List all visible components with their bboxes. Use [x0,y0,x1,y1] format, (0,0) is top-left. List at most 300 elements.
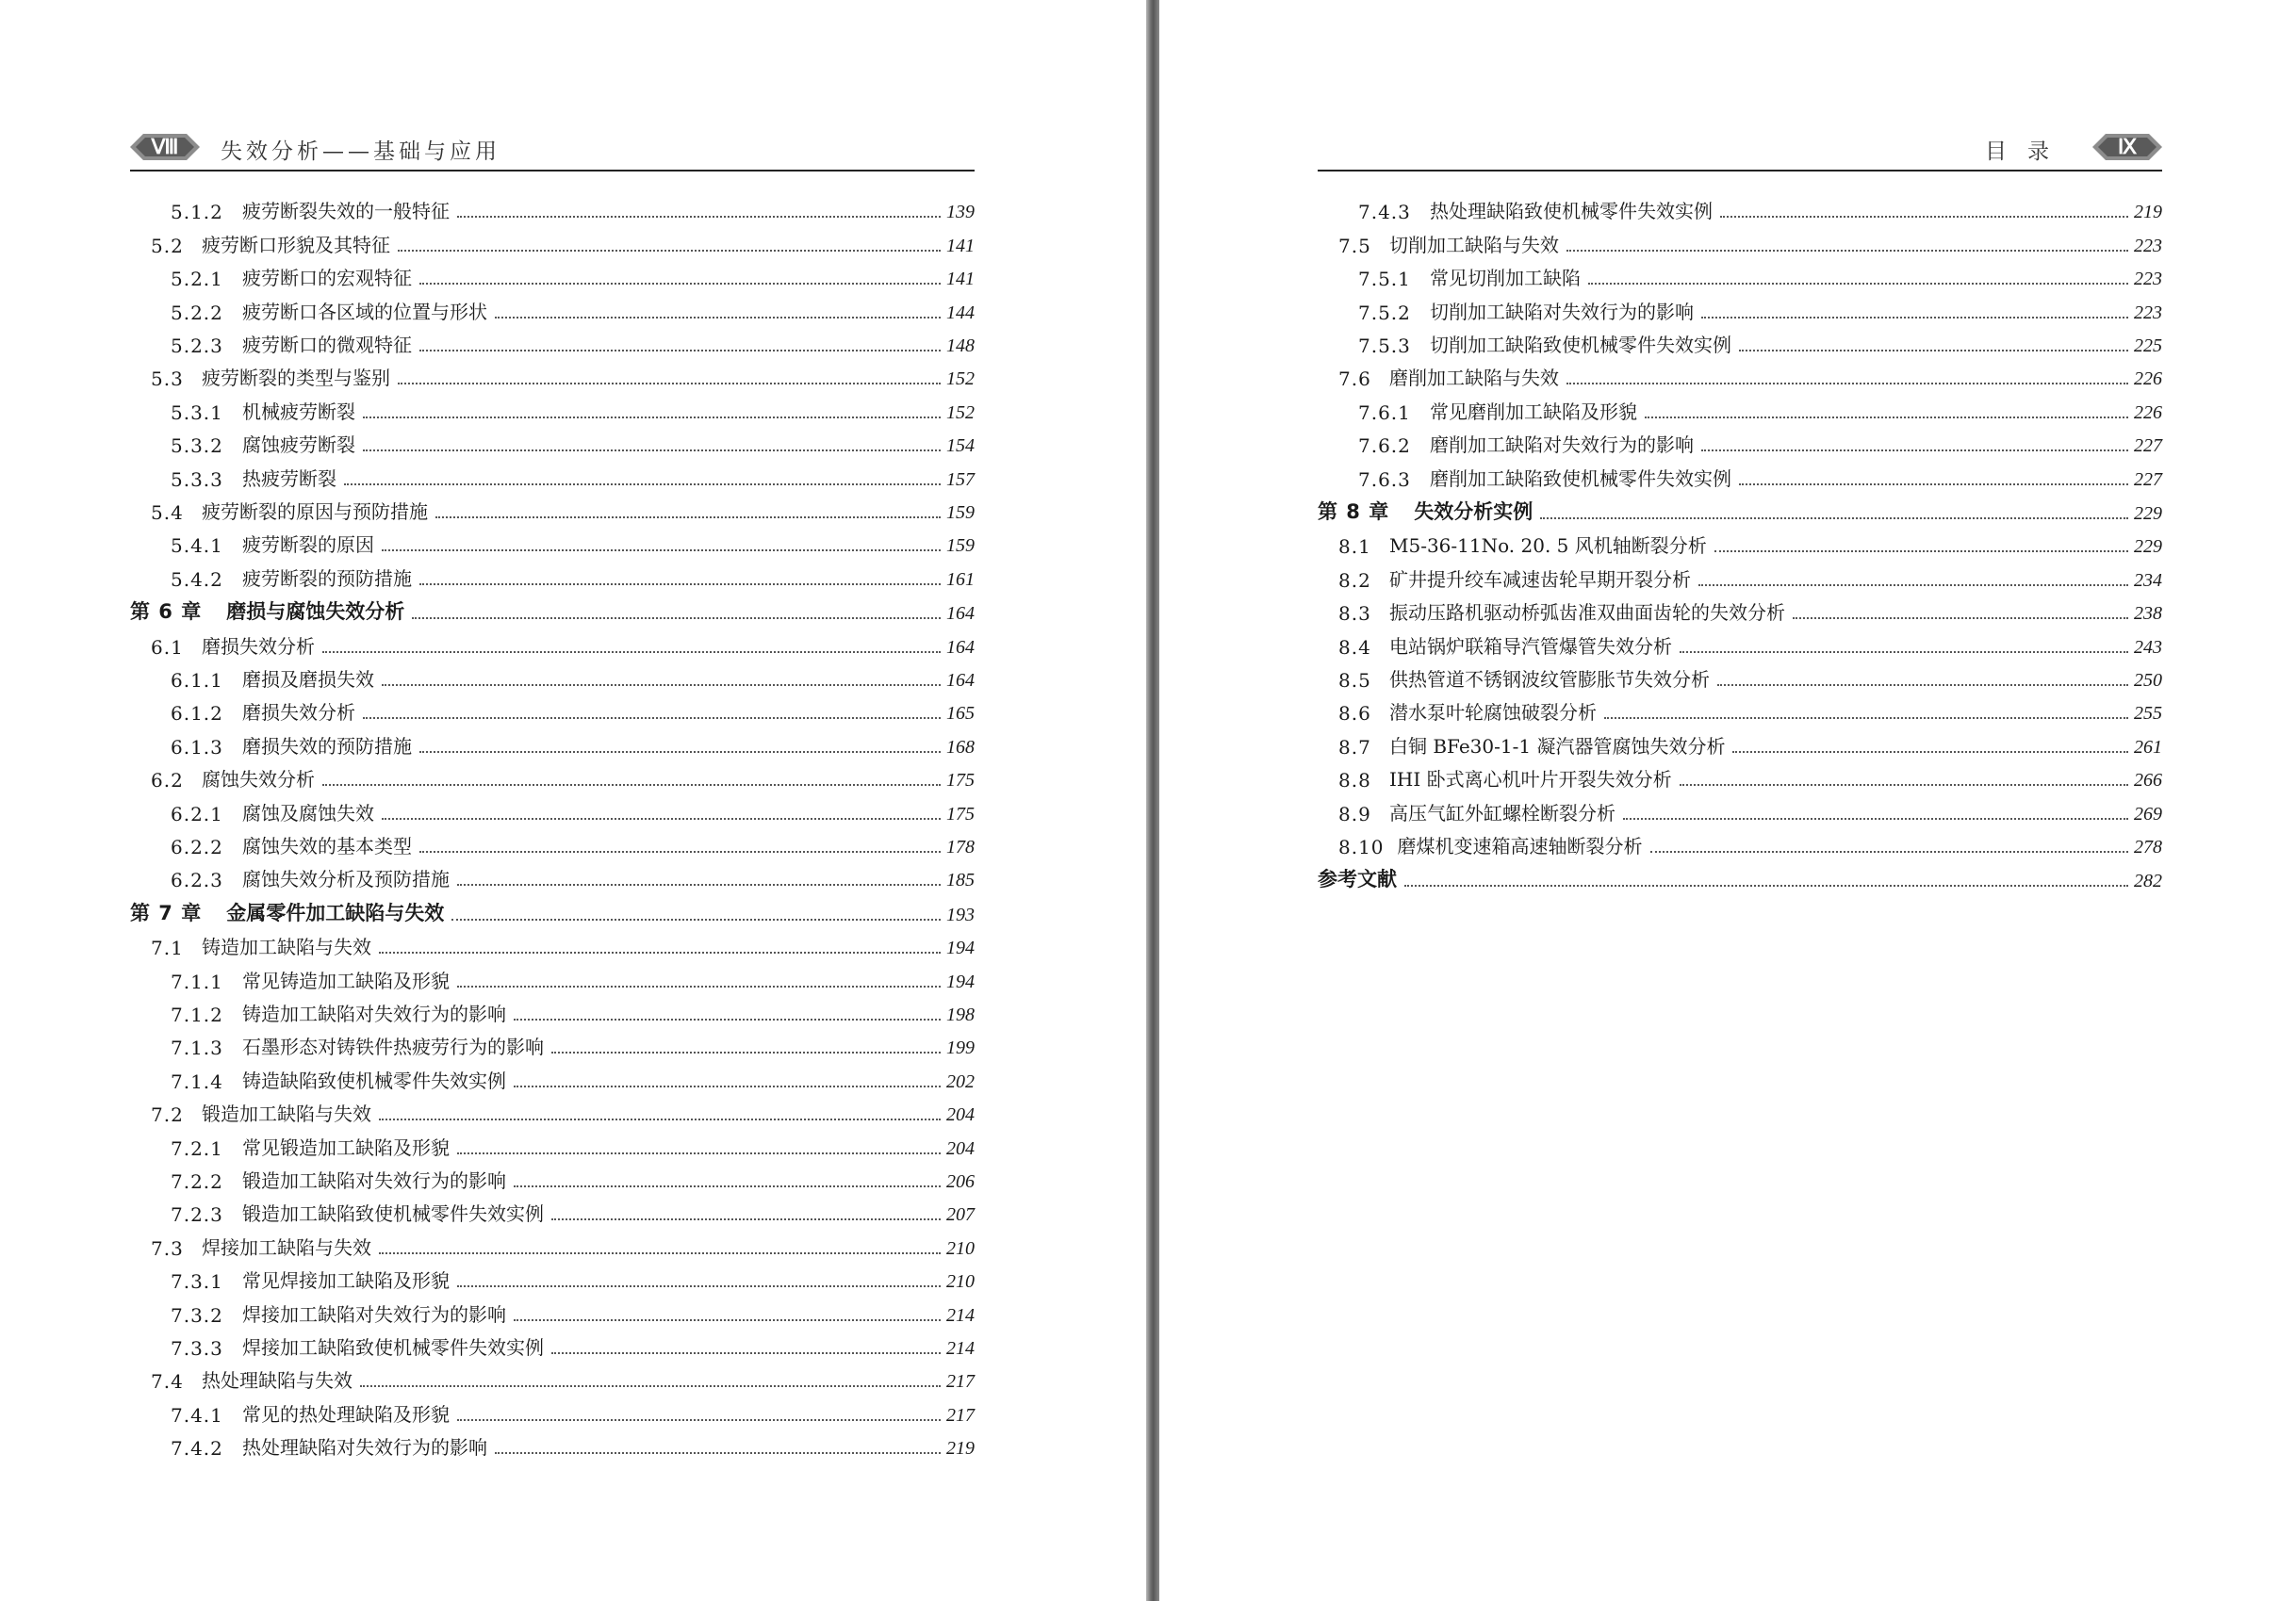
dot-leader [457,1284,941,1287]
toc-entry-number: 7.2.3 [171,1203,223,1227]
toc-page-number: 159 [946,501,975,523]
toc-page-number: 152 [946,401,975,423]
toc-entry-number: 7.5.2 [1358,301,1411,324]
toc-entry-number: 6.2.3 [171,869,223,892]
dot-leader [379,1118,941,1120]
toc-entry[interactable] [130,1293,975,1326]
dot-leader [398,249,941,252]
toc-entry-number: 7.3.1 [171,1270,223,1294]
toc-entry-title: 热处理缺陷与失效 [202,1369,353,1393]
toc-entry[interactable] [130,858,975,891]
dot-leader [419,349,941,351]
toc-entry-title: 铸造缺陷致使机械零件失效实例 [242,1069,506,1092]
toc-entry-number: 7.5 [1338,234,1371,257]
toc-page-number: 229 [2134,503,2162,525]
dot-leader [457,985,941,988]
toc-page-number: 164 [946,636,975,658]
toc-entry[interactable] [130,725,975,758]
toc-entry[interactable] [130,1160,975,1193]
toc-entry-number: 7.3.3 [171,1336,223,1360]
toc-entry[interactable] [130,1260,975,1293]
toc-entry-title: 磨损及磨损失效 [242,667,374,691]
toc-page-number: 144 [946,302,975,323]
dot-leader [1680,783,2128,786]
toc-page-number: 199 [946,1037,975,1059]
toc-entry[interactable] [1318,759,2162,792]
dot-leader [1698,583,2128,586]
toc-entry[interactable] [130,825,975,858]
dot-leader [1604,716,2128,719]
dot-leader [1623,817,2128,820]
toc-entry-number: 8.3 [1338,602,1371,626]
toc-entry[interactable] [1318,558,2162,591]
toc-entry[interactable] [130,1427,975,1460]
toc-entry-title: 石墨形态对铸铁件热疲劳行为的影响 [242,1036,544,1059]
toc-entry[interactable] [1318,659,2162,692]
dot-leader [363,716,941,719]
dot-leader [419,282,941,285]
toc-entry[interactable] [130,1026,975,1059]
toc-page-number: 175 [946,803,975,825]
toc-entry[interactable] [130,1093,975,1126]
toc-entry-number: 5.3.1 [171,400,223,424]
toc-entry-title: 高压气缸外缸螺栓断裂分析 [1389,801,1615,825]
toc-page-number: 214 [946,1304,975,1326]
toc-entry[interactable] [130,257,975,290]
toc-entry[interactable] [1318,592,2162,625]
toc-page-number: 148 [946,335,975,356]
toc-entry-title: 铸造加工缺陷对失效行为的影响 [242,1002,506,1025]
toc-entry-title: 失效分析实例 [1414,500,1533,524]
toc-page-number: 139 [946,202,975,223]
toc-entry[interactable] [130,290,975,323]
toc-entry[interactable] [130,1226,975,1259]
toc-entry-title: 腐蚀失效分析及预防措施 [242,868,450,891]
toc-entry[interactable] [130,692,975,725]
toc-page-number: 141 [946,269,975,290]
toc-entry-title: 常见焊接加工缺陷及形貌 [242,1269,450,1293]
dot-leader [363,449,941,451]
toc-entry-title: 磨损失效的预防措施 [242,734,412,758]
toc-entry-number: 第 8 章 [1318,500,1390,524]
toc-entry[interactable] [1318,324,2162,357]
dot-leader [379,951,941,954]
dot-leader [344,482,941,485]
toc-page-number: 204 [946,1137,975,1159]
toc-page-number: 185 [946,870,975,891]
dot-leader [419,582,941,585]
dot-leader [1645,416,2128,418]
toc-entry-number: 7.4.1 [171,1403,223,1427]
toc-entry-number: 6.2 [151,769,184,792]
toc-entry[interactable] [130,190,975,223]
dot-leader [382,817,941,820]
toc-entry-title: 磨削加工缺陷致使机械零件失效实例 [1430,466,1731,490]
toc-entry[interactable] [1318,290,2162,323]
toc-chapter-entry[interactable] [1318,858,2162,893]
running-title: 目录 [1985,139,2070,164]
toc-entry-number: 7.2.2 [171,1169,223,1193]
dot-leader [514,1184,941,1187]
toc-entry-number: 7.1 [151,937,184,960]
page-number: Ⅷ [151,135,179,158]
toc-page-number: 217 [946,1371,975,1393]
toc-entry-title: 疲劳断口的宏观特征 [242,267,412,290]
toc-entry-title: 磨煤机变速箱高速轴断裂分析 [1397,834,1643,858]
toc-entry[interactable] [1318,825,2162,858]
toc-page-number: 219 [946,1438,975,1460]
right-page [1159,0,2296,1601]
toc-entry[interactable] [130,959,975,992]
toc-entry-number: 7.5.1 [1358,268,1411,291]
toc-entry-number: 8.10 [1338,835,1385,858]
page-header [130,130,975,172]
toc-entry[interactable] [1318,792,2162,825]
toc-entry[interactable] [1318,257,2162,290]
toc-entry-number: 5.4 [151,500,184,524]
toc-entry[interactable] [130,524,975,557]
toc-entry-title: 疲劳断裂的类型与鉴别 [202,367,390,390]
toc-entry-title: 疲劳断口各区域的位置与形状 [242,300,487,323]
toc-entry-title: 机械疲劳断裂 [242,400,355,423]
toc-page-number: 227 [2134,468,2162,490]
toc-entry-number: 7.2 [151,1103,184,1127]
toc-entry-title: 常见切削加工缺陷 [1430,267,1581,290]
dot-leader [412,616,941,619]
toc-entry[interactable] [130,625,975,658]
running-title: 失效分析——基础与应用 [221,139,500,164]
toc-page-number: 223 [2134,235,2162,256]
dot-leader [451,918,941,921]
dot-leader [1540,516,2128,519]
toc-entry-title: 疲劳断裂的原因与预防措施 [202,499,428,523]
dot-leader [1739,349,2128,351]
dot-leader [457,1152,941,1154]
toc-entry[interactable] [1318,223,2162,256]
toc-entry-number: 第 6 章 [130,600,203,624]
toc-entry-number: 8.8 [1338,769,1371,792]
toc-page-number: 278 [2134,836,2162,858]
toc-entry-number: 7.1.2 [171,1003,223,1026]
toc-entry-title: 腐蚀及腐蚀失效 [242,801,374,825]
toc-page-number: 157 [946,468,975,490]
toc-entry-number: 8.4 [1338,635,1371,659]
toc-entry-number: 7.6.3 [1358,467,1411,491]
toc-entry-title: 供热管道不锈钢波纹管膨胀节失效分析 [1389,667,1710,691]
toc-page-number: 161 [946,568,975,590]
toc-entry-number: 7.3 [151,1236,184,1260]
toc-entry-title: M5-36-11No. 20. 5 风机轴断裂分析 [1389,534,1707,558]
dot-leader [1650,850,2128,853]
toc-page-number: 269 [2134,803,2162,825]
toc-page-number: 168 [946,736,975,758]
left-page [0,0,1146,1601]
toc-entry[interactable] [1318,190,2162,223]
dot-leader [322,650,941,653]
dot-leader [457,215,941,218]
page-gutter [1146,0,1159,1601]
toc-entry-number: 7.6.1 [1358,400,1411,424]
toc-entry[interactable] [130,659,975,692]
dot-leader [457,1418,941,1421]
toc-page-number: 193 [946,904,975,925]
dot-leader [1720,215,2128,218]
toc-entry[interactable] [1318,424,2162,457]
toc-entry-number: 7.5.3 [1358,334,1411,357]
toc-entry-number: 8.5 [1338,668,1371,692]
dot-leader [379,1251,941,1254]
dot-leader [322,783,941,786]
toc-entry-number: 5.2 [151,234,184,257]
toc-entry-title: 锻造加工缺陷致使机械零件失效实例 [242,1202,544,1226]
toc-entry-title: 热处理缺陷对失效行为的影响 [242,1436,487,1460]
toc-entry-title: 疲劳断裂的原因 [242,533,374,557]
toc-page-number: 154 [946,435,975,457]
toc-entry-number: 7.1.1 [171,970,223,993]
toc-entry-title: 热疲劳断裂 [242,466,336,490]
toc-entry-title: 焊接加工缺陷致使机械零件失效实例 [242,1335,544,1359]
toc-entry-number: 6.2.2 [171,835,223,858]
toc-page-number: 202 [946,1070,975,1092]
toc-page-number: 206 [946,1170,975,1192]
dot-leader [419,750,941,753]
table-of-contents [1318,190,2162,892]
toc-entry-title: 磨削加工缺陷与失效 [1389,367,1559,390]
toc-entry[interactable] [130,1360,975,1393]
toc-page-number: 266 [2134,770,2162,792]
toc-entry-title: 磨损失效分析 [242,701,355,725]
toc-entry-title: 白铜 BFe30-1-1 凝汽器管腐蚀失效分析 [1389,734,1726,758]
toc-entry-title: 参考文献 [1318,868,1397,891]
page-number-badge [130,132,200,162]
toc-entry-title: 电站锅炉联箱导汽管爆管失效分析 [1389,634,1672,658]
toc-entry-number: 7.1.4 [171,1070,223,1093]
dot-leader [419,850,941,853]
dot-leader [1404,884,2128,887]
toc-page-number: 207 [946,1204,975,1226]
toc-entry[interactable] [1318,457,2162,490]
toc-page-number: 282 [2134,871,2162,892]
toc-entry-title: 焊接加工缺陷与失效 [202,1235,371,1259]
toc-page-number: 226 [2134,368,2162,390]
toc-chapter-entry[interactable] [130,891,975,926]
toc-page-number: 255 [2134,703,2162,725]
dot-leader [363,416,941,418]
toc-entry-number: 8.7 [1338,735,1371,759]
dot-leader [1588,282,2128,285]
toc-entry-number: 7.6 [1338,368,1371,391]
toc-page-number: 227 [2134,435,2162,457]
toc-page-number: 178 [946,836,975,858]
toc-entry-title: 切削加工缺陷致使机械零件失效实例 [1430,333,1731,356]
toc-page-number: 243 [2134,636,2162,658]
toc-entry-title: 矿井提升绞车减速齿轮早期开裂分析 [1389,567,1691,591]
toc-entry-number: 5.2.3 [171,334,223,357]
dot-leader [495,1451,941,1454]
toc-entry-title: 磨削加工缺陷对失效行为的影响 [1430,433,1694,457]
toc-entry-title: IHI 卧式离心机叶片开裂失效分析 [1389,768,1672,792]
toc-entry[interactable] [1318,525,2162,558]
toc-chapter-entry[interactable] [1318,491,2162,526]
page-header [1318,130,2162,172]
toc-entry[interactable] [130,557,975,590]
toc-entry-number: 5.4.2 [171,567,223,591]
toc-entry-number: 6.2.1 [171,802,223,825]
toc-entry[interactable] [130,926,975,959]
page-number-badge [2092,132,2162,162]
dot-leader [514,1085,941,1087]
dot-leader [1793,616,2128,619]
dot-leader [382,683,941,686]
toc-entry-number: 8.1 [1338,535,1371,559]
toc-entry[interactable] [1318,625,2162,658]
toc-entry[interactable] [1318,692,2162,725]
toc-entry[interactable] [130,457,975,490]
toc-entry-number: 7.4.3 [1358,201,1411,224]
toc-page-number: 164 [946,603,975,625]
toc-entry[interactable] [130,1393,975,1426]
toc-entry-number: 7.6.2 [1358,434,1411,458]
toc-entry-number: 5.4.1 [171,534,223,558]
toc-page-number: 223 [2134,302,2162,323]
toc-entry-number: 5.2.2 [171,301,223,324]
toc-entry-number: 7.3.2 [171,1303,223,1327]
toc-entry-number: 5.3.3 [171,467,223,491]
toc-entry-title: 腐蚀疲劳断裂 [242,433,355,457]
toc-entry-number: 5.2.1 [171,268,223,291]
toc-entry-title: 切削加工缺陷对失效行为的影响 [1430,300,1694,323]
toc-entry-title: 锻造加工缺陷与失效 [202,1103,371,1126]
toc-entry-number: 6.1.1 [171,668,223,692]
dot-leader [1739,482,2128,485]
toc-entry[interactable] [130,324,975,357]
toc-entry-title: 疲劳断口的微观特征 [242,333,412,356]
toc-entry-title: 腐蚀失效的基本类型 [242,834,412,858]
toc-page-number: 225 [2134,335,2162,356]
dot-leader [360,1384,941,1387]
dot-leader [514,1318,941,1321]
dot-leader [1732,750,2128,753]
toc-page-number: 226 [2134,401,2162,423]
toc-page-number: 261 [2134,736,2162,758]
dot-leader [1714,549,2128,552]
dot-leader [435,515,941,518]
toc-entry-title: 锻造加工缺陷对失效行为的影响 [242,1168,506,1192]
dot-leader [1566,249,2128,252]
toc-page-number: 175 [946,770,975,792]
toc-entry-title: 振动压路机驱动桥弧齿准双曲面齿轮的失效分析 [1389,601,1785,625]
toc-entry-number: 5.3 [151,368,184,391]
toc-page-number: 234 [2134,569,2162,591]
toc-entry-title: 焊接加工缺陷对失效行为的影响 [242,1302,506,1326]
table-of-contents [130,190,975,1460]
toc-page-number: 152 [946,368,975,390]
dot-leader [1680,650,2128,653]
dot-leader [551,1217,941,1220]
toc-entry-title: 金属零件加工缺陷与失效 [226,901,445,924]
toc-page-number: 250 [2134,669,2162,691]
toc-entry-number: 6.1 [151,635,184,659]
toc-entry[interactable] [130,993,975,1026]
toc-entry-title: 常见锻造加工缺陷及形貌 [242,1135,450,1159]
toc-entry-title: 疲劳断裂失效的一般特征 [242,200,450,223]
toc-entry[interactable] [1318,725,2162,758]
dot-leader [398,382,941,384]
toc-entry-title: 热处理缺陷致使机械零件失效实例 [1430,200,1713,223]
toc-entry[interactable] [130,1059,975,1092]
toc-page-number: 141 [946,235,975,256]
toc-entry[interactable] [130,390,975,423]
toc-entry-title: 疲劳断裂的预防措施 [242,566,412,590]
toc-entry-title: 常见磨削加工缺陷及形貌 [1430,400,1637,423]
dot-leader [382,548,941,551]
toc-entry[interactable] [130,491,975,524]
toc-entry[interactable] [1318,357,2162,390]
toc-page-number: 194 [946,938,975,959]
dot-leader [1701,316,2128,319]
toc-entry[interactable] [130,357,975,390]
toc-page-number: 219 [2134,202,2162,223]
dot-leader [457,883,941,886]
toc-page-number: 229 [2134,536,2162,558]
toc-entry[interactable] [130,223,975,256]
toc-entry-title: 疲劳断口形貌及其特征 [202,233,390,256]
toc-entry-number: 6.1.3 [171,735,223,759]
toc-entry[interactable] [130,759,975,792]
toc-entry-number: 8.2 [1338,568,1371,592]
toc-entry-title: 常见的热处理缺陷及形貌 [242,1402,450,1426]
toc-entry-title: 磨损与腐蚀失效分析 [226,600,405,624]
toc-entry-title: 腐蚀失效分析 [202,768,315,792]
toc-entry-number: 8.9 [1338,802,1371,825]
toc-page-number: 194 [946,971,975,992]
toc-entry-number: 5.1.2 [171,201,223,224]
page-number: Ⅸ [2117,135,2138,158]
dot-leader [1701,449,2128,451]
dot-leader [495,316,941,319]
toc-page-number: 204 [946,1104,975,1126]
toc-entry[interactable] [1318,390,2162,423]
toc-entry-number: 7.2.1 [171,1136,223,1160]
toc-page-number: 223 [2134,269,2162,290]
toc-entry-title: 磨损失效分析 [202,634,315,658]
toc-entry[interactable] [130,424,975,457]
toc-page-number: 198 [946,1004,975,1025]
toc-entry[interactable] [130,1126,975,1159]
toc-entry[interactable] [130,1327,975,1360]
toc-entry-title: 铸造加工缺陷与失效 [202,936,371,959]
dot-leader [1566,382,2128,384]
dot-leader [551,1051,941,1054]
toc-entry-number: 7.4 [151,1370,184,1394]
toc-entry[interactable] [130,1193,975,1226]
toc-entry-number: 第 7 章 [130,901,203,924]
toc-page-number: 159 [946,535,975,557]
toc-entry-number: 7.1.3 [171,1037,223,1060]
toc-entry[interactable] [130,792,975,825]
dot-leader [551,1351,941,1354]
toc-entry-number: 5.3.2 [171,434,223,458]
toc-entry-title: 切削加工缺陷与失效 [1389,233,1559,256]
toc-page-number: 210 [946,1271,975,1293]
toc-entry-number: 7.4.2 [171,1437,223,1461]
toc-page-number: 165 [946,703,975,725]
toc-page-number: 214 [946,1337,975,1359]
toc-chapter-entry[interactable] [130,591,975,626]
toc-page-number: 210 [946,1237,975,1259]
toc-entry-number: 8.6 [1338,702,1371,726]
dot-leader [1717,683,2128,686]
